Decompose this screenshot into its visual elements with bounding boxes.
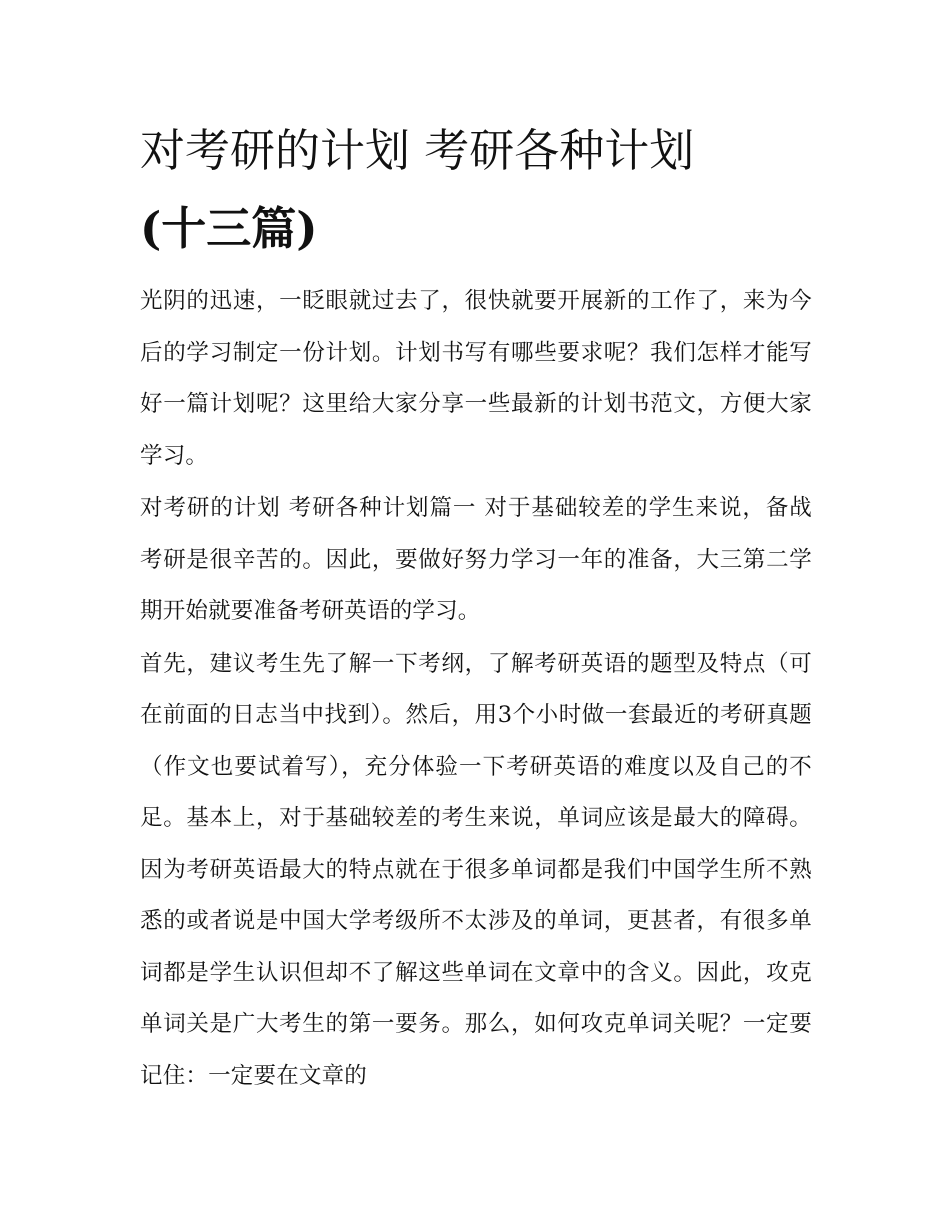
document-body <box>140 276 812 1103</box>
title-line-2: (十三篇) <box>140 202 318 255</box>
paragraph-intro: 光阴的迅速，一眨眼就过去了，很快就要开展新的工作了，来为今后的学习制定一份计划。计划书写有哪些要求呢？我们怎样才能写好一篇计划呢？这里给大家分享一些最新的计划书范文，方便大家学习。 <box>140 288 812 469</box>
document-title <box>140 112 820 268</box>
paragraph-section-one: 对考研的计划 考研各种计划篇一 对于基础较差的学生来说，备战考研是很辛苦的。因此，要做好努力学习一年的准备，大三第二学期开始就要准备考研英语的学习。 <box>140 495 812 624</box>
paragraph-advice: 首先，建议考生先了解一下考纲，了解考研英语的题型及特点（可在前面的日志当中找到）。然后，用3个小时做一套最近的考研真题（作文也要试着写），充分体验一下考研英语的难度以及自己的不足。基本上，对于基础较差的考生来说，单词应该是最大的障碍。因为考研英语最大的特点就在于很多单词都是我们中国学生所不熟悉的或者说是中国大学考级所不太涉及的单词，更甚者，有很多单词都是学生认识但却不了解这些单词在文章中的含义。因此，攻克单词关是广大考生的第一要务。那么，如何攻克单词关呢？一定要记住：一定要在文章的 <box>140 650 812 1089</box>
title-line-1: 对考研的计划 考研各种计划 <box>140 124 695 177</box>
